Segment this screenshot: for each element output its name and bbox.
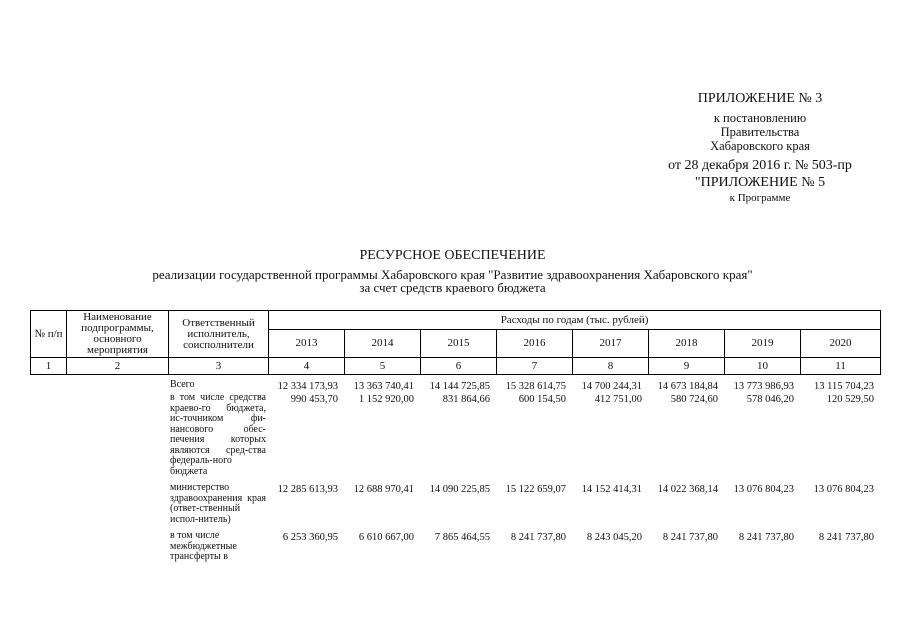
appendix-program-ref: к Программе	[729, 192, 791, 204]
cell-value: 6 610 667,00	[358, 532, 414, 543]
cell-value: 7 865 464,55	[434, 532, 490, 543]
appendix-ref-line: Хабаровского края	[710, 139, 810, 153]
year-header: 2018	[649, 330, 725, 358]
column-number: 5	[345, 358, 421, 375]
column-number: 8	[573, 358, 649, 375]
row-label: в том числе межбюджетные трансферты в	[170, 530, 237, 562]
cell-value: 1 152 920,00	[358, 394, 414, 405]
column-number: 7	[497, 358, 573, 375]
subtitle-line: реализации государственной программы Хабаровского края "Развитие здравоохранения Хабаровского края"	[152, 267, 753, 282]
column-number: 4	[269, 358, 345, 375]
cell-value: 8 241 737,80	[738, 532, 794, 543]
year-header: 2016	[497, 330, 573, 358]
column-number-row	[31, 358, 881, 375]
appendix-number-5: "ПРИЛОЖЕНИЕ № 5	[694, 175, 826, 190]
header-name: Наименование подпрограммы, основного мероприятия	[67, 311, 169, 358]
cell-value: 12 285 613,93	[277, 484, 338, 495]
year-header: 2017	[573, 330, 649, 358]
cell-value: 14 152 414,31	[581, 484, 642, 495]
cell-value: 13 076 804,23	[733, 484, 794, 495]
cell-value: 8 241 737,80	[662, 532, 718, 543]
cell-value: 13 363 740,41	[353, 381, 414, 392]
column-number: 2	[67, 358, 169, 375]
cell-value: 578 046,20	[746, 394, 794, 405]
resource-table-body	[30, 380, 880, 563]
row-label: министерство здравоохранения края (ответ-ственный испол-нитель)	[170, 482, 266, 525]
cell-value: 8 241 737,80	[818, 532, 874, 543]
cell-value: 8 243 045,20	[586, 532, 642, 543]
cell-value: 600 154,50	[518, 394, 566, 405]
appendix-date: от 28 декабря 2016 г. № 503-пр	[668, 158, 852, 173]
cell-value: 15 122 659,07	[505, 484, 566, 495]
header-costs: Расходы по годам (тыс. рублей)	[269, 311, 881, 330]
column-number: 11	[801, 358, 881, 375]
column-number: 6	[421, 358, 497, 375]
header-executor: Ответственный исполнитель, соисполнители	[169, 311, 269, 358]
resource-table-header	[30, 310, 881, 375]
cell-value: 580 724,60	[670, 394, 718, 405]
appendix-number: ПРИЛОЖЕНИЕ № 3	[697, 91, 823, 106]
cell-value: 412 751,00	[594, 394, 642, 405]
year-header: 2015	[421, 330, 497, 358]
row-label: Всего	[170, 379, 195, 390]
cell-value: 990 453,70	[290, 394, 338, 405]
table-row	[30, 380, 880, 393]
cell-value: 12 688 970,41	[353, 484, 414, 495]
cell-value: 120 529,50	[826, 394, 874, 405]
column-number: 9	[649, 358, 725, 375]
cell-value: 14 022 368,14	[657, 484, 718, 495]
cell-value: 13 773 986,93	[733, 381, 794, 392]
cell-value: 14 700 244,31	[581, 381, 642, 392]
cell-value: 6 253 360,95	[282, 532, 338, 543]
header-number: № п/п	[31, 311, 67, 358]
column-number: 10	[725, 358, 801, 375]
row-label: в том числе средства краево-го бюджета, ис-точником фи-нансового обес-печения которых являются сред-ства федераль-ного бюджета	[170, 392, 266, 477]
year-header: 2020	[801, 330, 881, 358]
document-title: РЕСУРСНОЕ ОБЕСПЕЧЕНИЕ	[359, 248, 546, 263]
table-row	[30, 531, 880, 563]
year-header: 2013	[269, 330, 345, 358]
cell-value: 12 334 173,93	[277, 381, 338, 392]
subtitle-line: за счет средств краевого бюджета	[359, 280, 546, 295]
table-row	[30, 393, 880, 477]
cell-value: 14 144 725,85	[429, 381, 490, 392]
cell-value: 13 076 804,23	[813, 484, 874, 495]
year-header: 2019	[725, 330, 801, 358]
cell-value: 8 241 737,80	[510, 532, 566, 543]
appendix-ref-line: к постановлению	[713, 111, 807, 125]
cell-value: 831 864,66	[442, 394, 490, 405]
document-subtitle	[0, 268, 905, 294]
cell-value: 14 090 225,85	[429, 484, 490, 495]
year-header: 2014	[345, 330, 421, 358]
column-number: 3	[169, 358, 269, 375]
appendix-header	[600, 90, 905, 205]
cell-value: 14 673 184,84	[657, 381, 718, 392]
cell-value: 15 328 614,75	[505, 381, 566, 392]
cell-value: 13 115 704,23	[814, 381, 874, 392]
table-row	[30, 483, 880, 525]
column-number: 1	[31, 358, 67, 375]
appendix-ref-line: Правительства	[720, 125, 800, 139]
